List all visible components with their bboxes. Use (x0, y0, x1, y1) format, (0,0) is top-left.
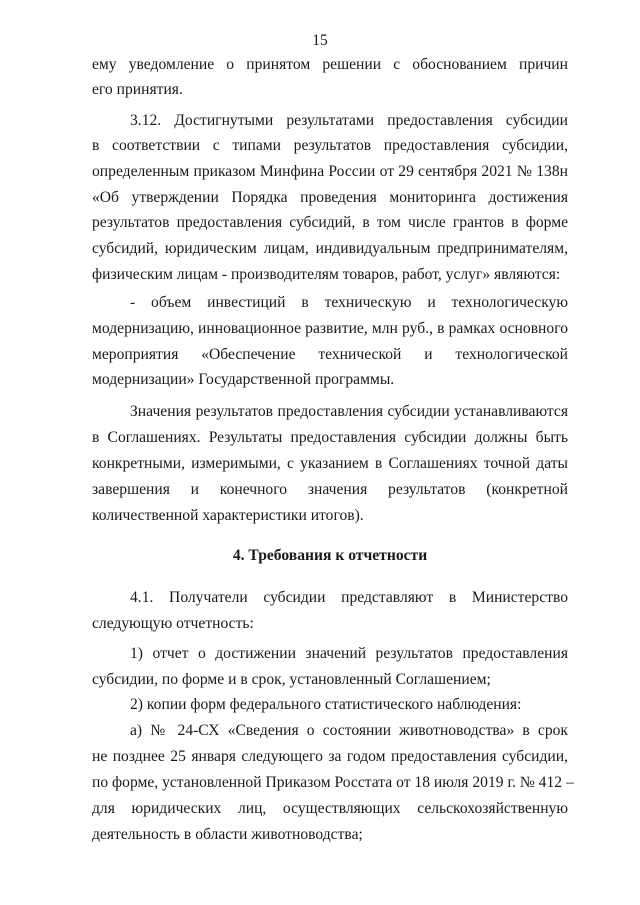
text-line: модернизации» Государственной программы. (92, 371, 395, 388)
list-item-first-line: - объем инвестиций в техническую и технологическую (130, 294, 568, 311)
section-heading: 4. Требования к отчетности (232, 547, 428, 564)
text-line: ему уведомление о принятом решении с обоснованием причин (92, 56, 568, 73)
text-line: модернизацию, инновационное развитие, млн руб., в рамках основного (92, 320, 568, 337)
text-line: для юридических лиц, осуществляющих сельскохозяйственную (92, 800, 568, 817)
paragraph-4-1-first-line: 4.1. Получатели субсидии представляют в Министерство (130, 589, 568, 606)
text-line: не позднее 25 января следующего за годом предоставления субсидии, (92, 748, 568, 765)
text-line: результатов предоставления субсидий, в том числе грантов в форме (92, 214, 568, 231)
text-line: его принятия. (92, 81, 183, 98)
text-line: следующую отчетность: (92, 615, 254, 632)
text-line: «Об утверждении Порядка проведения мониторинга достижения (92, 189, 568, 206)
text-line: в соответствии с типами результатов предоставления субсидии, (92, 137, 568, 154)
page-number: 15 (312, 32, 328, 49)
list-item: 2) копии форм федерального статистического наблюдения: (130, 696, 522, 713)
text-line: по форме, установленной Приказом Росстата от 18 июля 2019 г. № 412 – (92, 774, 574, 791)
text-line: в Соглашениях. Результаты предоставления субсидии должны быть (92, 429, 568, 446)
text-line: субсидий, юридическим лицам, индивидуальным предпринимателям, (92, 240, 568, 257)
text-line: деятельность в области животноводства; (92, 826, 363, 843)
text-line: физическим лицам - производителям товаров, работ, услуг» являются: (92, 266, 561, 283)
text-line: определенным приказом Минфина России от 29 сентября 2021 № 138н (92, 163, 568, 180)
text-line: количественной характеристики итогов). (92, 507, 364, 524)
paragraph-3-12-first-line: 3.12. Достигнутыми результатами предоставления субсидии (130, 112, 568, 129)
list-item-first-line: 1) отчет о достижении значений результатов предоставления (130, 645, 568, 662)
text-line: конкретными, измеримыми, с указанием в Соглашениях точной даты (92, 455, 568, 472)
list-item-first-line: а) № 24-СХ «Сведения о состоянии животноводства» в срок (130, 722, 568, 739)
text-line: завершения и конечного значения результатов (конкретной (92, 481, 568, 498)
paragraph-first-line: Значения результатов предоставления субсидии устанавливаются (130, 403, 568, 420)
text-line: субсидии, по форме и в срок, установленный Соглашением; (92, 671, 491, 688)
text-line: мероприятия «Обеспечение технической и технологической (92, 346, 568, 363)
